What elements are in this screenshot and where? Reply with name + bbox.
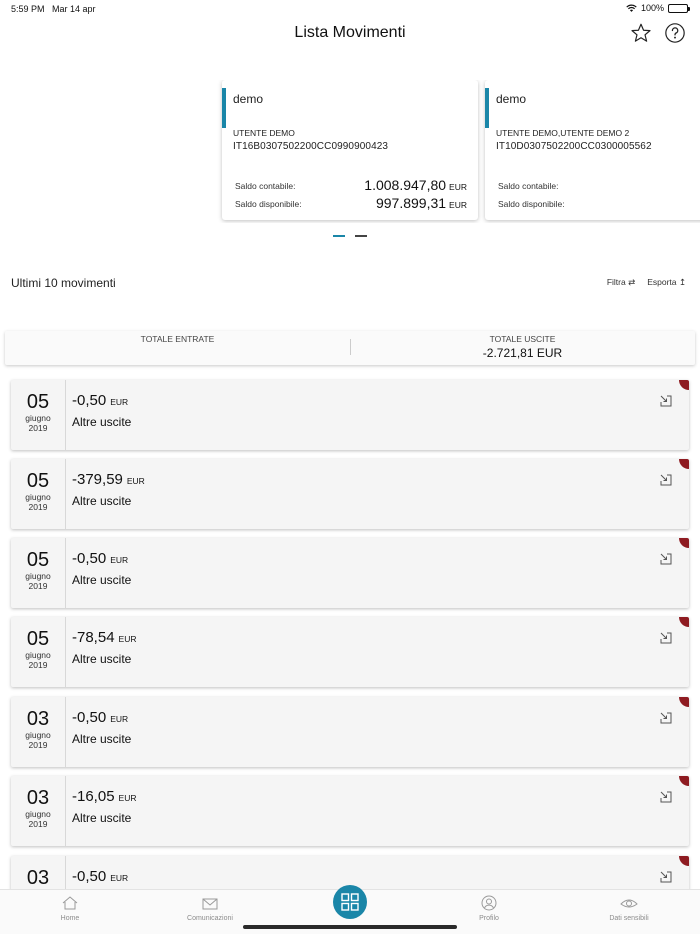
unread-marker: [679, 776, 689, 786]
account-holder: UTENTE DEMO,UTENTE DEMO 2: [496, 128, 630, 138]
filter-button[interactable]: Filtra ⇄: [606, 277, 636, 287]
expand-icon[interactable]: [660, 474, 672, 486]
card-accent: [485, 88, 489, 128]
totals-box: [5, 331, 695, 365]
account-card[interactable]: [485, 80, 700, 220]
movement-row[interactable]: [11, 617, 689, 687]
movement-amount: -16,05 EUR: [72, 788, 137, 805]
movement-amount: -379,59 EUR: [72, 471, 145, 488]
unread-marker: [679, 380, 689, 390]
filter-icon: ⇄: [628, 277, 636, 287]
movement-description: Altre uscite: [72, 494, 132, 508]
star-icon[interactable]: [630, 22, 652, 44]
totale-entrate-label: TOTALE ENTRATE: [140, 334, 215, 344]
totale-uscite-value: -2.721,81 EUR: [482, 346, 563, 360]
pager-dot[interactable]: [355, 235, 367, 237]
status-right: [626, 3, 688, 13]
movement-amount: -0,50 EUR: [72, 550, 129, 567]
account-name: demo: [496, 92, 527, 106]
carousel-pager[interactable]: [0, 235, 700, 237]
unread-marker: [679, 856, 689, 866]
header-actions: [630, 22, 686, 44]
saldo-contabile-value: 1.008.947,80 EUR: [364, 177, 467, 193]
movement-amount: -0,50 EUR: [72, 392, 129, 409]
movement-row[interactable]: [11, 459, 689, 529]
tab-profilo[interactable]: [429, 894, 549, 922]
movement-description: Altre uscite: [72, 573, 132, 587]
movement-date: 05 giugno 2019: [11, 380, 66, 450]
movement-description: Altre uscite: [72, 652, 132, 666]
expand-icon[interactable]: [660, 553, 672, 565]
home-icon: [10, 894, 130, 912]
tab-dati-sensibili-label: Dati sensibili: [609, 915, 649, 922]
movement-row[interactable]: [11, 380, 689, 450]
movement-amount: -78,54 EUR: [72, 629, 137, 646]
eye-icon: [569, 894, 689, 912]
account-card[interactable]: [222, 80, 478, 220]
movement-description: Altre uscite: [72, 811, 132, 825]
home-indicator: [243, 925, 457, 929]
card-accent: [222, 88, 226, 128]
movement-date: 05 giugno 2019: [11, 538, 66, 608]
help-icon[interactable]: [664, 22, 686, 44]
unread-marker: [679, 617, 689, 627]
expand-icon[interactable]: [660, 791, 672, 803]
saldo-disponibile-label: Saldo disponibile:: [235, 199, 302, 209]
saldo-contabile-label: Saldo contabile:: [235, 181, 296, 191]
export-button[interactable]: Esporta ↥: [647, 277, 686, 287]
unread-marker: [679, 459, 689, 469]
movement-amount: -0,50 EUR: [72, 709, 129, 726]
movement-row[interactable]: [11, 697, 689, 767]
account-name: demo: [233, 92, 264, 106]
grid-icon: [341, 893, 359, 911]
section-actions: [607, 277, 686, 288]
section-title: Ultimi 10 movimenti: [11, 276, 116, 290]
expand-icon[interactable]: [660, 712, 672, 724]
movement-description: Altre uscite: [72, 732, 132, 746]
movement-date: 05 giugno 2019: [11, 459, 66, 529]
unread-marker: [679, 697, 689, 707]
tab-dati-sensibili[interactable]: [569, 894, 689, 922]
profile-icon: [429, 894, 549, 912]
movement-date: 05 giugno 2019: [11, 617, 66, 687]
battery-icon: [668, 4, 688, 13]
unread-marker: [679, 538, 689, 548]
accounts-carousel[interactable]: [0, 80, 700, 223]
expand-icon[interactable]: [660, 632, 672, 644]
movement-row[interactable]: [11, 538, 689, 608]
account-holder: UTENTE DEMO: [233, 128, 295, 138]
tab-comunicazioni[interactable]: [150, 894, 270, 922]
account-iban: IT10D0307502200CC0300005562: [496, 141, 652, 152]
expand-icon[interactable]: [660, 395, 672, 407]
tab-profilo-label: Profilo: [479, 915, 499, 922]
status-time: 5:59 PM: [11, 4, 45, 14]
saldo-disponibile-value: 997.899,31 EUR: [375, 195, 467, 211]
export-icon: ↥: [678, 277, 686, 287]
wifi-icon: [626, 4, 637, 13]
status-bar: [0, 0, 700, 18]
movement-amount: -0,50 EUR: [72, 868, 129, 885]
tab-comunicazioni-label: Comunicazioni: [187, 915, 233, 922]
totale-entrate: [5, 331, 350, 365]
saldo-contabile-label: Saldo contabile:: [498, 181, 559, 191]
page-title: Lista Movimenti: [294, 24, 406, 41]
menu-grid-button[interactable]: [333, 885, 367, 919]
mail-icon: [150, 894, 270, 912]
tab-home-label: Home: [60, 915, 80, 922]
totale-uscite-label: TOTALE USCITE: [489, 334, 556, 344]
saldo-disponibile-label: Saldo disponibile:: [498, 199, 565, 209]
movement-date: 03 giugno 2019: [11, 697, 66, 767]
totale-uscite: [350, 331, 695, 365]
account-iban: IT16B0307502200CC0990900423: [233, 141, 389, 152]
movement-date: 03 giugno 2019: [11, 776, 66, 846]
expand-icon[interactable]: [660, 871, 672, 883]
pager-dot-active[interactable]: [333, 235, 345, 237]
movement-row[interactable]: [11, 776, 689, 846]
movement-description: Altre uscite: [72, 415, 132, 429]
tab-home[interactable]: [10, 894, 130, 922]
movement-date: 03: [11, 856, 66, 926]
status-date: Mar 14 apr: [52, 4, 96, 14]
battery-percent: 100%: [640, 3, 664, 13]
